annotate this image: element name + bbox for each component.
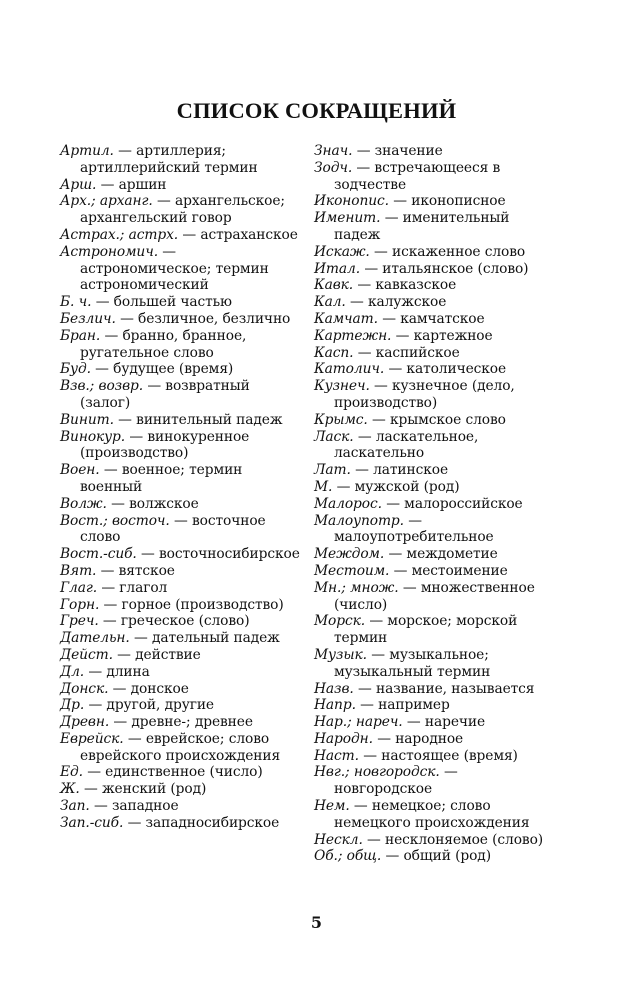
abbreviation-definition: — кузнечное (дело, производство) <box>334 378 515 411</box>
abbreviation-entry <box>60 193 302 227</box>
abbreviation-term: Дательн. <box>60 630 130 647</box>
abbreviation-definition: — донское <box>112 680 189 697</box>
abbreviation-definition: — восточносибирское <box>141 546 300 563</box>
abbreviation-entry <box>60 546 302 563</box>
abbreviation-definition: — кавказское <box>357 277 457 294</box>
abbreviation-definition: — наречие <box>406 714 486 731</box>
abbreviation-definition: — иконописное <box>393 193 506 210</box>
abbreviation-entry <box>314 462 556 479</box>
abbreviation-definition: — встречающееся в зодчестве <box>334 159 501 193</box>
page-title: СПИСОК СОКРАЩЕНИЙ <box>176 98 457 123</box>
abbreviation-definition: — волжское <box>111 495 199 512</box>
abbreviation-entry <box>60 311 302 328</box>
abbreviation-term: Ласк. <box>314 428 354 445</box>
abbreviation-entry <box>314 714 556 731</box>
abbreviation-definition: — винительный падеж <box>118 411 283 428</box>
abbreviation-entry <box>60 815 302 832</box>
abbreviation-definition: — безличное, безлично <box>120 310 291 327</box>
abbreviation-entry <box>314 328 556 345</box>
abbreviation-entry <box>60 613 302 630</box>
abbreviation-term: Древн. <box>60 714 110 731</box>
abbreviation-term: Зап. <box>60 798 90 815</box>
abbreviation-entry <box>314 681 556 698</box>
abbreviation-definition: — еврейское; слово еврейского происхождения <box>80 730 281 764</box>
abbreviation-term: Нескл. <box>314 831 363 848</box>
abbreviation-term: Картежн. <box>314 327 392 344</box>
abbreviation-entry <box>60 412 302 429</box>
abbreviation-term: Междом. <box>314 546 385 563</box>
abbreviation-entry <box>314 513 556 547</box>
abbreviation-term: Назв. <box>314 680 354 697</box>
abbreviation-term: Напр. <box>314 697 356 714</box>
abbreviation-entry <box>60 513 302 547</box>
abbreviation-definition: — местоимение <box>393 562 508 579</box>
abbreviation-entry <box>314 479 556 496</box>
abbreviation-definition: — именительный падеж <box>334 210 510 243</box>
abbreviation-entry <box>60 328 302 362</box>
abbreviation-term: Именит. <box>314 210 381 227</box>
abbreviation-term: Кал. <box>314 294 346 311</box>
abbreviation-definition: — другой, другие <box>88 697 215 714</box>
abbreviation-definition: — аршин <box>100 176 167 193</box>
abbreviation-term: Вят. <box>60 562 97 579</box>
abbreviation-term: Крымс. <box>314 411 368 428</box>
abbreviation-term: Малоупотр. <box>314 512 404 529</box>
abbreviation-entry <box>314 848 556 865</box>
abbreviation-definition: — картежное <box>395 327 493 344</box>
abbreviation-term: Мн.; множ. <box>314 579 399 596</box>
abbreviation-entry <box>60 177 302 194</box>
abbreviation-term: Искаж. <box>314 243 370 260</box>
abbreviation-definition: — глагол <box>101 579 168 596</box>
abbreviation-term: Малорос. <box>314 495 382 512</box>
abbreviation-entry <box>314 210 556 244</box>
abbreviation-entry <box>60 597 302 614</box>
abbreviation-entry <box>314 546 556 563</box>
abbreviation-term: Зодч. <box>314 159 353 176</box>
abbreviation-definition: — большей частью <box>95 294 232 311</box>
abbreviation-definition: — горное (производство) <box>103 596 284 613</box>
abbreviation-entry <box>60 496 302 513</box>
abbreviation-definition: — бранно, бранное, ругательное слово <box>80 327 247 361</box>
abbreviation-term: Зап.-сиб. <box>60 814 124 831</box>
abbreviation-term: Арш. <box>60 176 97 193</box>
abbreviation-entry <box>60 580 302 597</box>
abbreviation-entry <box>60 664 302 681</box>
abbreviation-definition: — ласкательное, ласкательно <box>334 428 479 462</box>
abbreviation-entry <box>314 311 556 328</box>
abbreviation-definition: — длина <box>88 663 150 680</box>
abbreviation-term: Винит. <box>60 411 114 428</box>
abbreviation-definition: — итальянское (слово) <box>364 260 529 277</box>
abbreviation-entry <box>314 832 556 849</box>
abbreviation-entry <box>314 764 556 798</box>
abbreviation-term: Донск. <box>60 680 109 697</box>
abbreviation-entry <box>60 764 302 781</box>
abbreviation-definition: — название, называется <box>358 680 535 697</box>
abbreviation-definition: — возвратный (залог) <box>80 378 250 411</box>
abbreviation-term: Об.; общ. <box>314 848 382 865</box>
abbreviation-term: Ж. <box>60 781 80 798</box>
abbreviation-entry <box>314 412 556 429</box>
page-number: 5 <box>310 913 323 932</box>
abbreviation-definition: — крымское слово <box>372 411 506 428</box>
abbreviation-definition: — действие <box>117 646 201 663</box>
abbreviation-term: Арх.; арханг. <box>60 193 153 210</box>
abbreviation-definition: — малороссийское <box>386 495 523 512</box>
abbreviation-term: Католич. <box>314 361 385 378</box>
abbreviation-definition: — дательный падеж <box>133 630 280 647</box>
abbreviation-definition: — древне-; древнее <box>113 714 253 731</box>
abbreviation-term: Б. ч. <box>60 294 92 311</box>
abbreviation-term: Лат. <box>314 462 351 479</box>
abbreviation-definition: — немецкое; слово немецкого происхождения <box>334 798 530 831</box>
abbreviation-entry <box>314 261 556 278</box>
abbreviation-definition: — винокуренное (производство) <box>80 428 250 462</box>
abbreviation-term: Нвг.; новгородск. <box>314 764 440 781</box>
abbreviation-entry <box>60 294 302 311</box>
abbreviation-entry <box>60 462 302 496</box>
abbreviation-entry <box>314 580 556 614</box>
abbreviations-left-column <box>60 143 302 832</box>
abbreviation-term: Взв.; возвр. <box>60 378 144 395</box>
abbreviation-entry <box>314 345 556 362</box>
abbreviation-term: Винокур. <box>60 428 126 445</box>
abbreviation-term: Волж. <box>60 495 107 512</box>
abbreviation-definition: — католическое <box>388 361 507 378</box>
abbreviation-definition: — несклоняемое (слово) <box>367 831 544 848</box>
abbreviation-entry <box>60 244 302 294</box>
abbreviation-entry <box>60 781 302 798</box>
abbreviation-term: Дл. <box>60 663 85 680</box>
abbreviation-entry <box>314 378 556 412</box>
abbreviation-definition: — астраханское <box>182 226 298 243</box>
abbreviation-definition: — например <box>360 697 450 714</box>
abbreviation-term: Астрах.; астрх. <box>60 226 179 243</box>
abbreviation-definition: — малоупотребительное <box>334 512 494 546</box>
abbreviation-term: Др. <box>60 697 85 714</box>
abbreviation-term: Артил. <box>60 143 114 159</box>
abbreviation-definition: — женский (род) <box>83 781 207 798</box>
abbreviation-term: Ед. <box>60 764 83 781</box>
abbreviation-entry <box>314 613 556 647</box>
abbreviation-entry <box>60 361 302 378</box>
abbreviation-definition: — каспийское <box>357 344 460 361</box>
abbreviation-entry <box>314 496 556 513</box>
abbreviation-term: Нем. <box>314 798 350 815</box>
abbreviation-term: Вост.; восточ. <box>60 512 170 529</box>
abbreviation-term: Дейст. <box>60 646 113 663</box>
abbreviation-entry <box>314 143 556 160</box>
abbreviation-entry <box>60 143 302 177</box>
abbreviations-right-column <box>314 143 556 865</box>
abbreviation-definition: — западное <box>94 798 179 815</box>
abbreviation-entry <box>314 361 556 378</box>
abbreviation-term: Знач. <box>314 143 353 159</box>
abbreviation-term: Народн. <box>314 730 373 747</box>
abbreviation-entry <box>314 294 556 311</box>
abbreviation-term: Морск. <box>314 613 366 630</box>
abbreviation-term: Буд. <box>60 361 91 378</box>
abbreviation-term: Итал. <box>314 260 361 277</box>
abbreviation-term: Музык. <box>314 646 367 663</box>
abbreviation-term: М. <box>314 478 333 495</box>
abbreviation-entry <box>60 563 302 580</box>
abbreviation-entry <box>314 731 556 748</box>
abbreviation-term: Еврейск. <box>60 730 124 747</box>
abbreviation-entry <box>60 429 302 463</box>
abbreviation-definition: — новгородское <box>334 764 458 798</box>
abbreviation-term: Нар.; нареч. <box>314 714 403 731</box>
abbreviation-definition: — западносибирское <box>127 814 280 831</box>
abbreviation-term: Кузнеч. <box>314 378 370 395</box>
abbreviation-entry <box>314 798 556 832</box>
abbreviation-entry <box>60 647 302 664</box>
abbreviation-term: Вост.-сиб. <box>60 546 137 563</box>
abbreviation-definition: — настоящее (время) <box>363 747 518 764</box>
abbreviation-term: Местоим. <box>314 562 390 579</box>
abbreviation-entry <box>60 630 302 647</box>
abbreviation-term: Иконопис. <box>314 193 389 210</box>
abbreviation-definition: — междометие <box>388 546 498 563</box>
abbreviation-term: Астрономич. <box>60 243 158 260</box>
abbreviation-entry <box>314 277 556 294</box>
abbreviation-definition: — камчатское <box>382 310 485 327</box>
abbreviation-entry <box>60 731 302 765</box>
abbreviation-entry <box>314 429 556 463</box>
abbreviation-term: Горн. <box>60 596 100 613</box>
abbreviation-definition: — единственное (число) <box>87 764 263 781</box>
abbreviation-term: Глаг. <box>60 579 98 596</box>
abbreviation-entry <box>314 697 556 714</box>
abbreviation-definition: — общий (род) <box>385 848 491 865</box>
abbreviation-definition: — морское; морской термин <box>334 613 518 647</box>
abbreviation-definition: — народное <box>377 730 464 747</box>
abbreviation-entry <box>60 681 302 698</box>
abbreviation-definition: — искаженное слово <box>374 243 526 260</box>
abbreviation-definition: — греческое (слово) <box>102 613 250 630</box>
abbreviation-entry <box>314 748 556 765</box>
abbreviation-definition: — будущее (время) <box>95 361 234 378</box>
abbreviation-entry <box>314 160 556 194</box>
abbreviation-definition: — военное; термин военный <box>80 462 243 495</box>
abbreviation-definition: — латинское <box>355 462 449 479</box>
abbreviation-entry <box>314 244 556 261</box>
abbreviation-definition: — архангельское; архангельский говор <box>80 193 285 227</box>
abbreviation-entry <box>60 697 302 714</box>
abbreviation-entry <box>60 227 302 244</box>
abbreviation-term: Безлич. <box>60 310 116 327</box>
abbreviation-term: Греч. <box>60 613 99 630</box>
abbreviation-definition: — музыкальное; музыкальный термин <box>334 646 491 680</box>
abbreviation-entry <box>60 714 302 731</box>
abbreviation-definition: — восточное слово <box>80 512 266 546</box>
abbreviation-definition: — артиллерия; артиллерийский термин <box>80 143 258 176</box>
abbreviation-entry <box>60 798 302 815</box>
abbreviation-definition: — калужское <box>349 294 447 311</box>
abbreviation-definition: — мужской (род) <box>336 478 460 495</box>
abbreviation-definition: — множественное (число) <box>334 579 535 613</box>
abbreviation-term: Бран. <box>60 327 101 344</box>
abbreviation-definition: — значение <box>356 143 443 159</box>
abbreviation-term: Воен. <box>60 462 100 479</box>
abbreviation-term: Кавк. <box>314 277 354 294</box>
abbreviation-definition: — астрономическое; термин астрономический <box>80 243 269 294</box>
abbreviation-term: Камчат. <box>314 310 378 327</box>
abbreviation-term: Наст. <box>314 747 359 764</box>
abbreviation-entry <box>60 378 302 412</box>
abbreviation-entry <box>314 563 556 580</box>
abbreviation-term: Касп. <box>314 344 354 361</box>
abbreviation-definition: — вятское <box>100 562 175 579</box>
abbreviation-entry <box>314 193 556 210</box>
abbreviation-entry <box>314 647 556 681</box>
